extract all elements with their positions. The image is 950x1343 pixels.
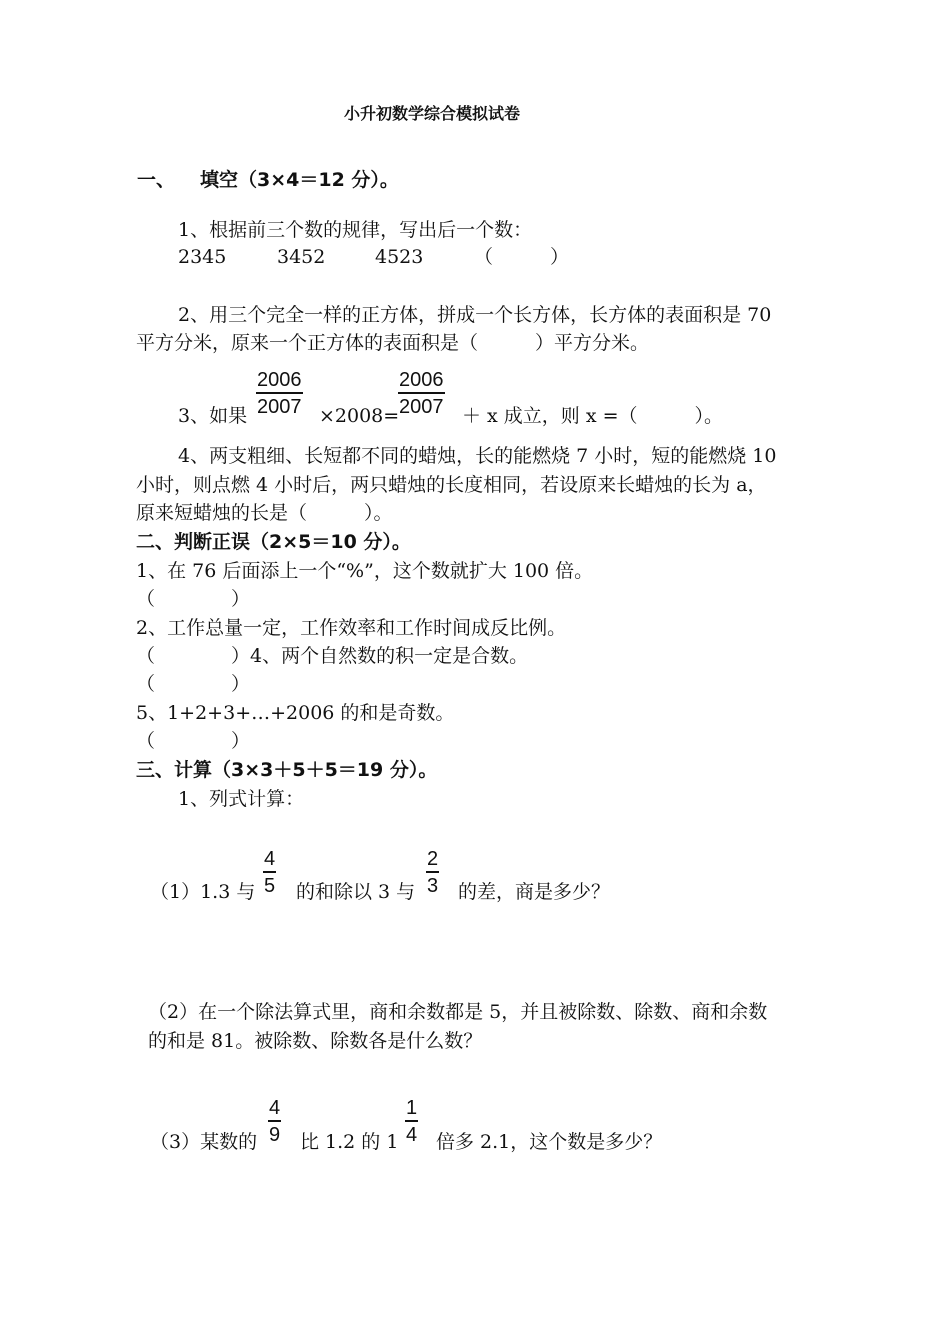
q1-text: 1、根据前三个数的规律，写出后一个数： — [178, 219, 533, 241]
fraction-bar — [398, 392, 445, 394]
fraction-bar — [263, 871, 276, 873]
fraction-numerator: 4 — [264, 848, 276, 870]
q4-line-2: 小时，则点燃 4 小时后，两只蜡烛的长度相同，若设原来长蜡烛的长为 a， — [136, 474, 767, 496]
p3-fraction-2 — [405, 1097, 418, 1146]
fraction-denominator: 9 — [269, 1124, 281, 1146]
fraction-denominator: 2007 — [399, 396, 444, 418]
q1-number-2: 3452 — [277, 246, 326, 268]
q3-suffix: ＋ x 成立，则 x =（ ）。 — [462, 405, 724, 427]
q3-prefix: 3、如果 — [178, 405, 248, 427]
p3-suffix: 倍多 2.1，这个数是多少？ — [436, 1131, 663, 1153]
fraction-numerator: 4 — [269, 1097, 281, 1119]
fraction-bar — [256, 392, 303, 394]
judge-line-2[interactable]: （ ） — [136, 588, 251, 610]
p3-middle: 比 1.2 的 1 — [300, 1131, 399, 1153]
p3-prefix: （3）某数的 — [150, 1131, 258, 1153]
p1-fraction-1 — [263, 848, 276, 897]
judge-line-3: 2、工作总量一定，工作效率和工作时间成反比例。 — [136, 617, 567, 639]
q3-fraction-1 — [256, 369, 303, 418]
q3-middle: ×2008= — [319, 405, 400, 427]
page-title: 小升初数学综合模拟试卷 — [344, 104, 521, 123]
q4-line-1: 4、两支粗细、长短都不同的蜡烛，长的能燃烧 7 小时，短的能燃烧 10 — [178, 445, 777, 467]
section-2-heading: 二、判断正误（2×5＝10 分）。 — [136, 531, 411, 553]
p2-line-1: （2）在一个除法算式里，商和余数都是 5，并且被除数、除数、商和余数 — [148, 1001, 768, 1023]
q1-number-1: 2345 — [178, 246, 227, 268]
q2-line-2: 平方分米，原来一个正方体的表面积是（ ）平方分米。 — [136, 332, 650, 354]
fraction-numerator: 1 — [406, 1097, 418, 1119]
fraction-bar — [405, 1120, 418, 1122]
q2-line-1: 2、用三个完全一样的正方体，拼成一个长方体，长方体的表面积是 70 — [178, 304, 772, 326]
p1-prefix: （1）1.3 与 — [150, 881, 256, 903]
fraction-numerator: 2006 — [399, 369, 444, 391]
q3-fraction-2 — [398, 369, 445, 418]
q1-answer-blank[interactable]: （ ） — [474, 246, 570, 268]
q1-number-3: 4523 — [375, 246, 424, 268]
judge-line-6: 5、1+2+3+…+2006 的和是奇数。 — [136, 702, 455, 724]
judge-line-4: （ ）4、两个自然数的积一定是合数。 — [136, 645, 529, 667]
judge-line-5[interactable]: （ ） — [136, 673, 251, 695]
fraction-denominator: 4 — [406, 1124, 418, 1146]
fraction-numerator: 2 — [427, 848, 439, 870]
p1-middle: 的和除以 3 与 — [296, 881, 416, 903]
section-1-number: 一、 — [137, 169, 176, 191]
p1-fraction-2 — [426, 848, 439, 897]
q4-line-3: 原来短蜡烛的长是（ ）。 — [136, 502, 393, 524]
fraction-denominator: 2007 — [257, 396, 302, 418]
fraction-bar — [268, 1120, 281, 1122]
fraction-denominator: 5 — [264, 875, 276, 897]
fraction-bar — [426, 871, 439, 873]
section-3-heading: 三、计算（3×3＋5＋5＝19 分）。 — [136, 759, 438, 781]
calc-sub-heading: 1、列式计算： — [178, 788, 305, 810]
judge-line-1: 1、在 76 后面添上一个“%”，这个数就扩大 100 倍。 — [136, 560, 594, 582]
fraction-numerator: 2006 — [257, 369, 302, 391]
p1-suffix: 的差，商是多少？ — [458, 881, 611, 903]
section-1-heading: 填空（3×4＝12 分）。 — [200, 169, 399, 191]
judge-line-7[interactable]: （ ） — [136, 730, 251, 752]
fraction-denominator: 3 — [427, 875, 439, 897]
p2-line-2: 的和是 81。被除数、除数各是什么数？ — [148, 1030, 483, 1052]
p3-fraction-1 — [268, 1097, 281, 1146]
